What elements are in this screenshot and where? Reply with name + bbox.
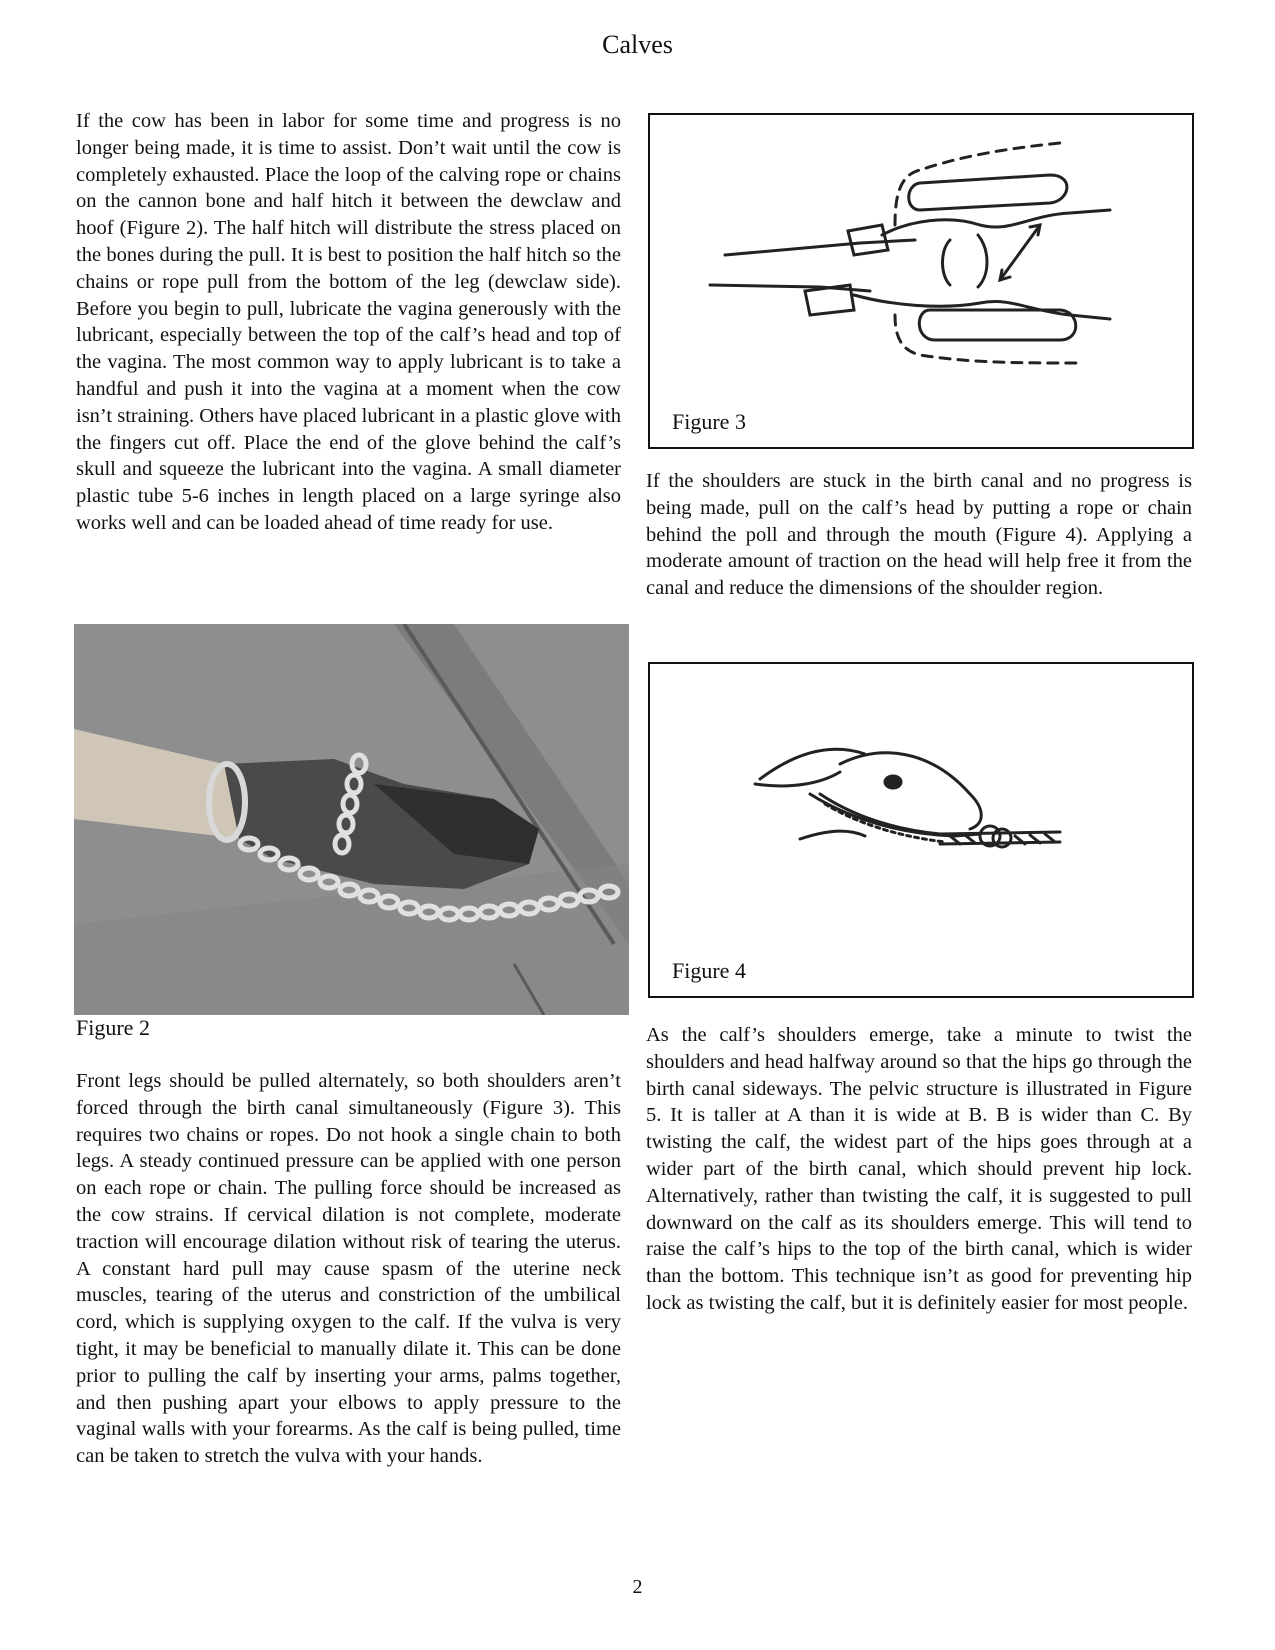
- paragraph-pulling-legs: Front legs should be pulled alternately, so both shoulders aren’t forced through the birth canal simultaneously (Figure 3). This requires two chains or ropes. Do not hook a single chain to both legs. A steady continued pressure can be applied with one person on each rope or chain. The pulling force should be increased as the cow strains. If cervical dilation is not complete, moderate traction will encourage dilation without risk of tearing the uterus. A constant hard pull may cause spasm of the uterine neck muscles, tearing of the uterus and constriction of the umbilical cord, which is supplying oxygen to the calf. If the vulva is very tight, it may be beneficial to manually dilate it. This can be done prior to pulling the calf by inserting your arms, palms together, and then pushing apart your elbows to apply pressure to the vaginal walls with your forearms. As the calf is being pulled, time can be taken to stretch the vulva with your hands.: [76, 1070, 621, 1468]
- paragraph-twisting-hips: As the calf’s shoulders emerge, take a minute to twist the shoulders and head halfway around so that the hips go through the birth canal sideways. The pelvic structure is illustrated in Figure 5. It is taller at A than it is wide at B. B is wider than C. By twisting the calf, the widest part of the hips goes through at a wider part of the birth canal, which should prevent hip lock. Alternatively, rather than twisting the calf, it is suggested to pull downward on the calf as its shoulders emerge. This will tend to raise the calf’s hips to the top of the birth canal, which is wider than the bottom. This technique isn’t as good for preventing hip lock as twisting the calf, but it is definitely easier for most people.: [646, 1024, 1192, 1314]
- figure-2-photo: [74, 624, 629, 1015]
- figure-4-box: [648, 662, 1194, 998]
- figure-2-caption: Figure 2: [76, 1015, 150, 1040]
- page-header: Calves: [602, 30, 673, 59]
- page-number: 2: [632, 1576, 643, 1598]
- figure-4-drawing: [650, 664, 1192, 996]
- paragraph-lubrication: If the cow has been in labor for some time and progress is no longer being made, it is time to assist. Don’t wait until the cow is completely exhausted. Place the loop of the calving rope or chains on the cannon bone and half hitch it between the dewclaw and hoof (Figure 2). The half hitch will distribute the stress placed on the bones during the pull. It is best to position the half hitch so the chains or rope pull from the bottom of the leg (dewclaw side). Before you begin to pull, lubricate the vagina generously with the lubricant, especially between the top of the calf’s head and top of the vagina. The most common way to apply lubricant is to take a handful and push it into the vagina at a moment when the cow isn’t straining. Others have placed lubricant in a plastic glove with the fingers cut off. Place the end of the glove behind the calf’s skull and squeeze the lubricant into the vagina. A small diameter plastic tube 5-6 inches in length placed on a large syringe also works well and can be loaded ahead of time ready for use.: [76, 110, 621, 534]
- figure-3-drawing: [650, 115, 1192, 447]
- figure-4-caption: Figure 4: [672, 958, 746, 983]
- figure-3-box: [648, 113, 1194, 449]
- paragraph-shoulders-stuck: If the shoulders are stuck in the birth canal and no progress is being made, pull on the calf’s head by putting a rope or chain behind the poll and through the mouth (Figure 4). Applying a moderate amount of traction on the head will help free it from the canal and reduce the dimensions of the shoulder region.: [646, 470, 1192, 600]
- figure-3-caption: Figure 3: [672, 409, 746, 434]
